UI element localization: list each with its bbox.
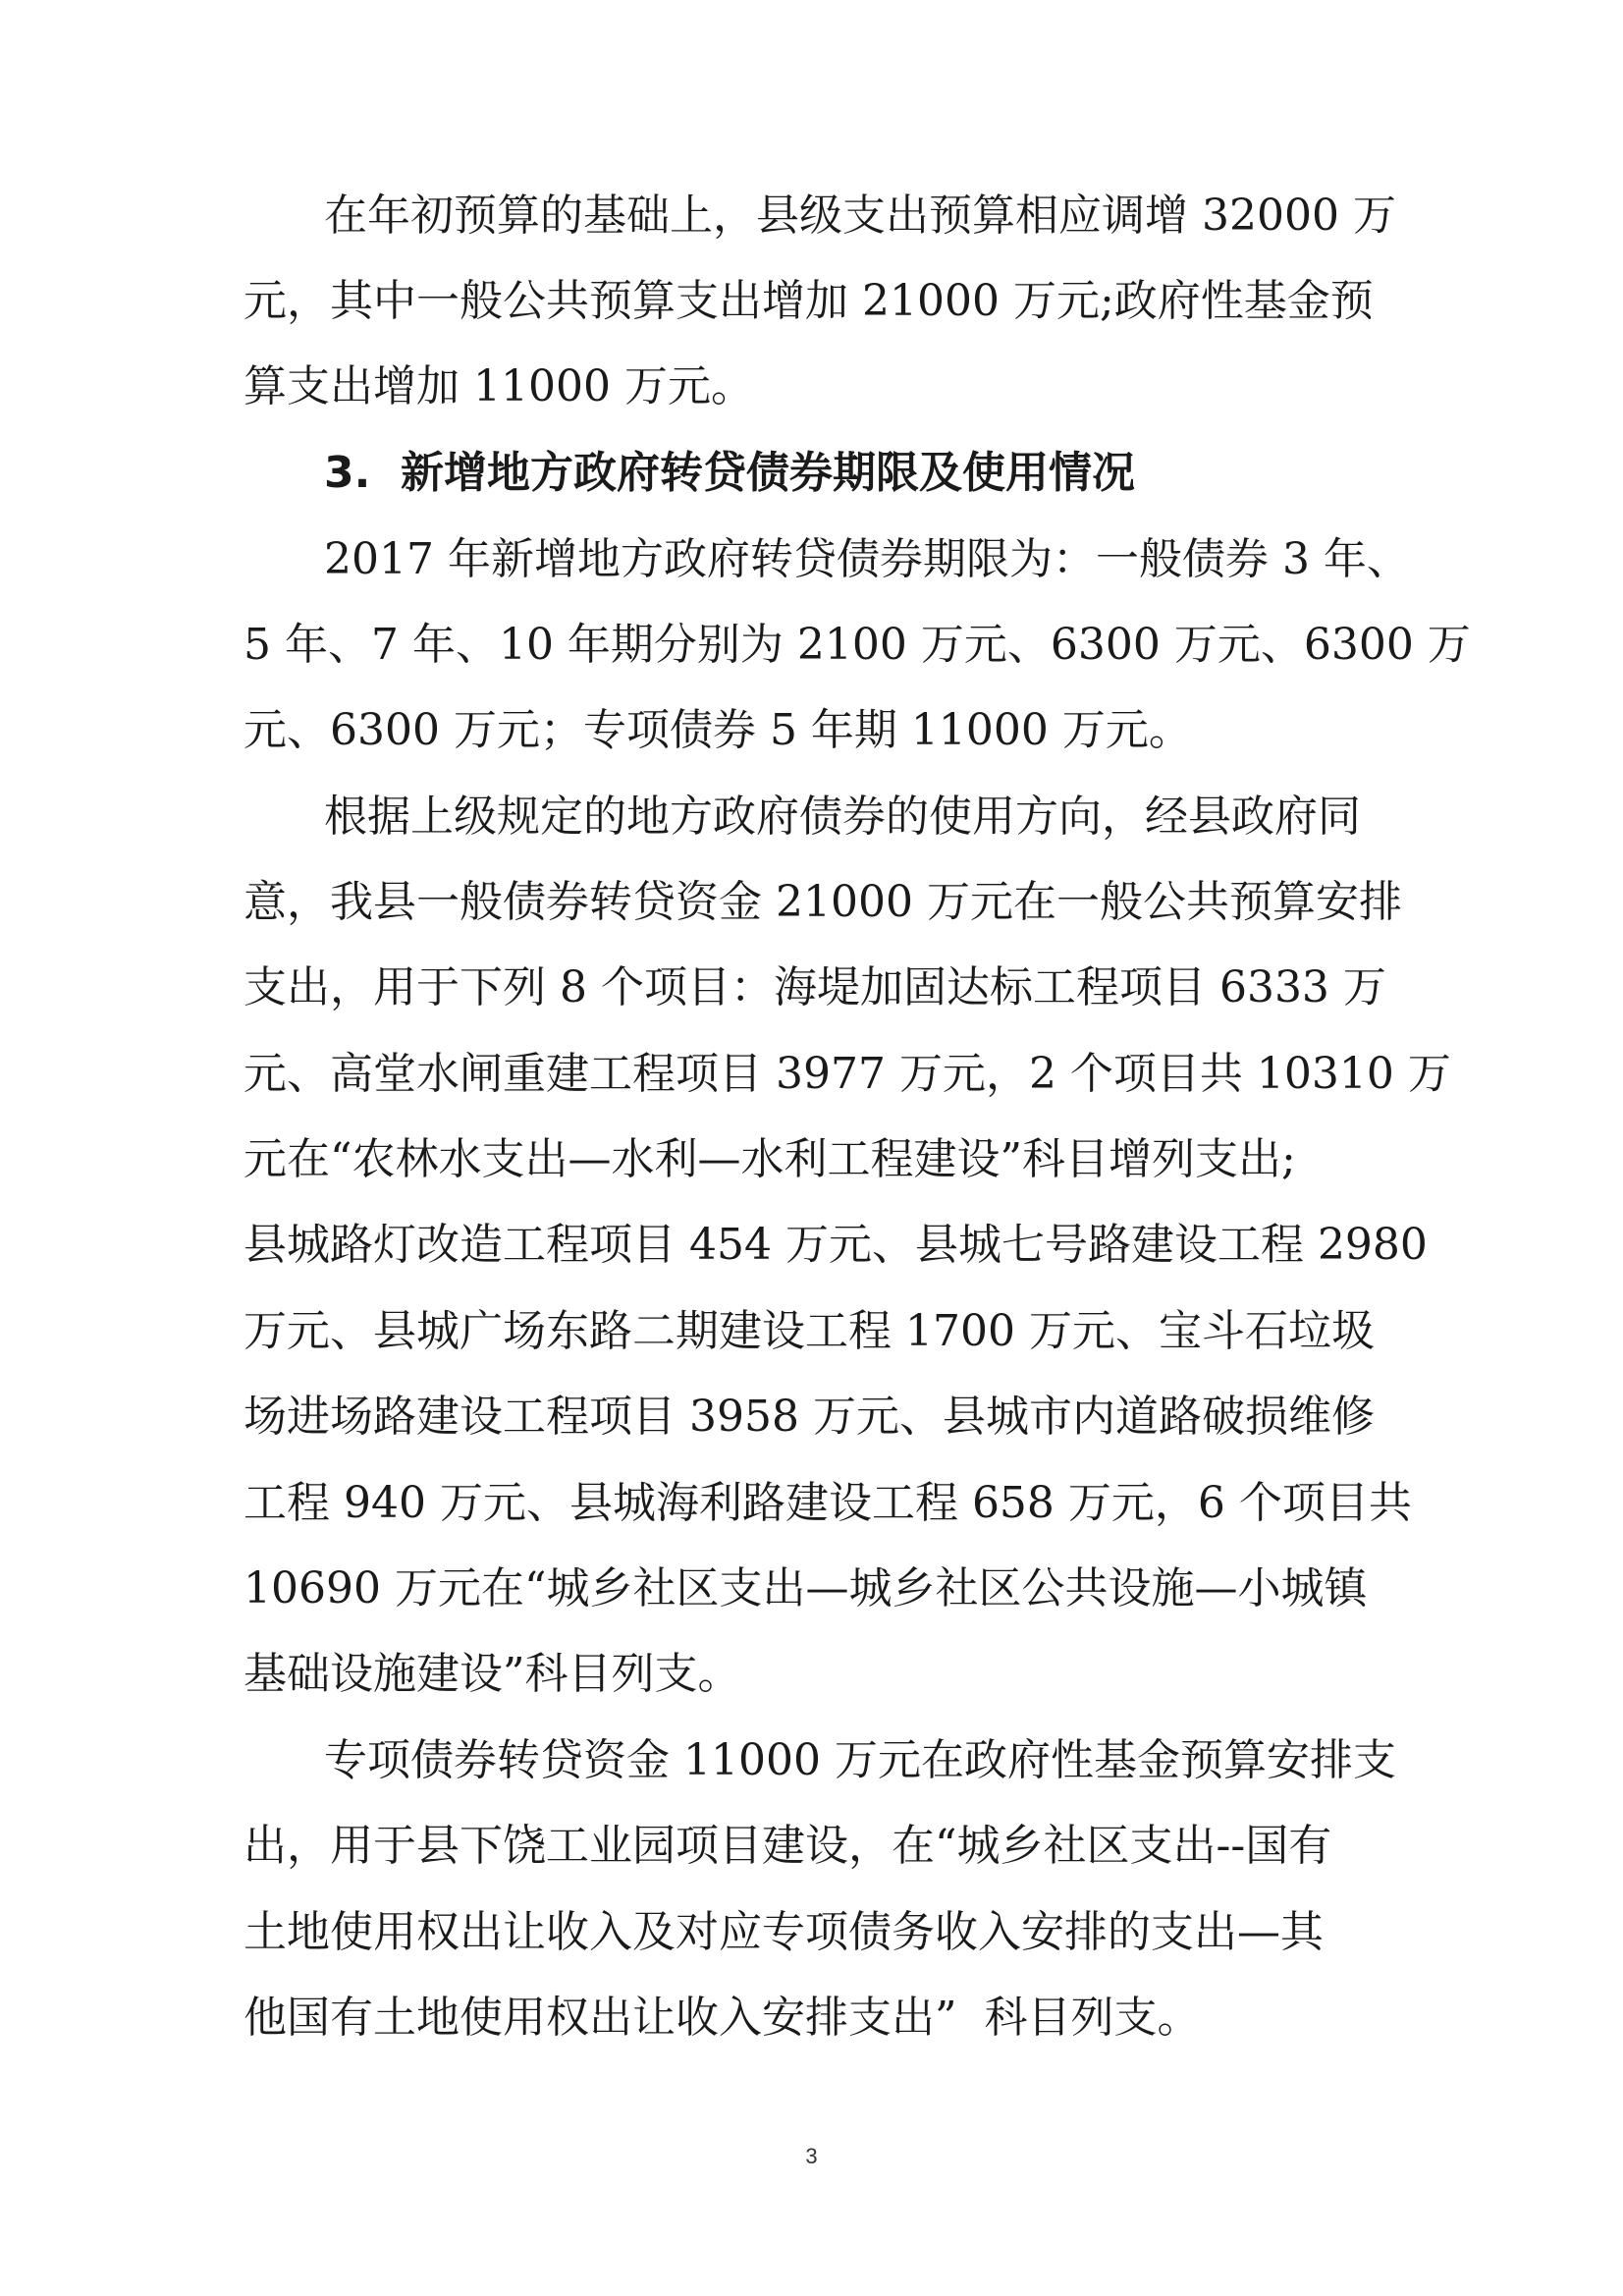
paragraph-1-line-3: 算支出增加 11000 万元。 bbox=[243, 361, 754, 411]
paragraph-4-line-4: 他国有土地使用权出让收入安排支出” 科目列支。 bbox=[243, 1993, 1201, 2043]
paragraph-3-line-3: 支出，用于下列 8 个项目：海堤加固达标工程项目 6333 万 bbox=[243, 962, 1386, 1012]
paragraph-2-line-1: 2017 年新增地方政府转贷债券期限为：一般债券 3 年、 bbox=[324, 534, 1410, 584]
paragraph-1-line-2: 元，其中一般公共预算支出增加 21000 万元;政府性基金预 bbox=[243, 276, 1374, 326]
paragraph-3-line-1: 根据上级规定的地方政府债券的使用方向，经县政府同 bbox=[324, 792, 1361, 842]
page-number: 3 bbox=[805, 2144, 818, 2168]
paragraph-1-line-1: 在年初预算的基础上，县级支出预算相应调增 32000 万 bbox=[324, 191, 1396, 241]
paragraph-3-line-7: 万元、县城广场东路二期建设工程 1700 万元、宝斗石垃圾 bbox=[243, 1306, 1375, 1356]
paragraph-4-line-1: 专项债券转贷资金 11000 万元在政府性基金预算安排支 bbox=[324, 1735, 1396, 1785]
paragraph-3-line-6: 县城路灯改造工程项目 454 万元、县城七号路建设工程 2980 bbox=[243, 1220, 1428, 1270]
paragraph-2-line-2: 5 年、7 年、10 年期分别为 2100 万元、6300 万元、6300 万 bbox=[243, 620, 1471, 670]
section-heading: 3. 新增地方政府转贷债券期限及使用情况 bbox=[324, 448, 1135, 498]
paragraph-3-line-8: 场进场路建设工程项目 3958 万元、县城市内道路破损维修 bbox=[243, 1392, 1375, 1442]
paragraph-3-line-4: 元、高堂水闸重建工程项目 3977 万元，2 个项目共 10310 万 bbox=[243, 1049, 1451, 1099]
paragraph-3-line-5: 元在“农林水支出—水利—水利工程建设”科目增列支出; bbox=[243, 1134, 1296, 1184]
paragraph-2-line-3: 元、6300 万元；专项债券 5 年期 11000 万元。 bbox=[243, 705, 1192, 755]
paragraph-4-line-2: 出，用于县下饶工业园项目建设，在“城乡社区支出--国有 bbox=[243, 1821, 1332, 1871]
paragraph-3-line-10: 10690 万元在“城乡社区支出—城乡社区公共设施—小城镇 bbox=[243, 1563, 1368, 1613]
paragraph-3-line-11: 基础设施建设”科目列支。 bbox=[243, 1649, 741, 1699]
paragraph-4-line-3: 土地使用权出让收入及对应专项债务收入安排的支出—其 bbox=[243, 1907, 1324, 1957]
paragraph-3-line-2: 意，我县一般债券转贷资金 21000 万元在一般公共预算安排 bbox=[243, 877, 1402, 927]
paragraph-3-line-9: 工程 940 万元、县城海利路建设工程 658 万元，6 个项目共 bbox=[243, 1478, 1412, 1528]
